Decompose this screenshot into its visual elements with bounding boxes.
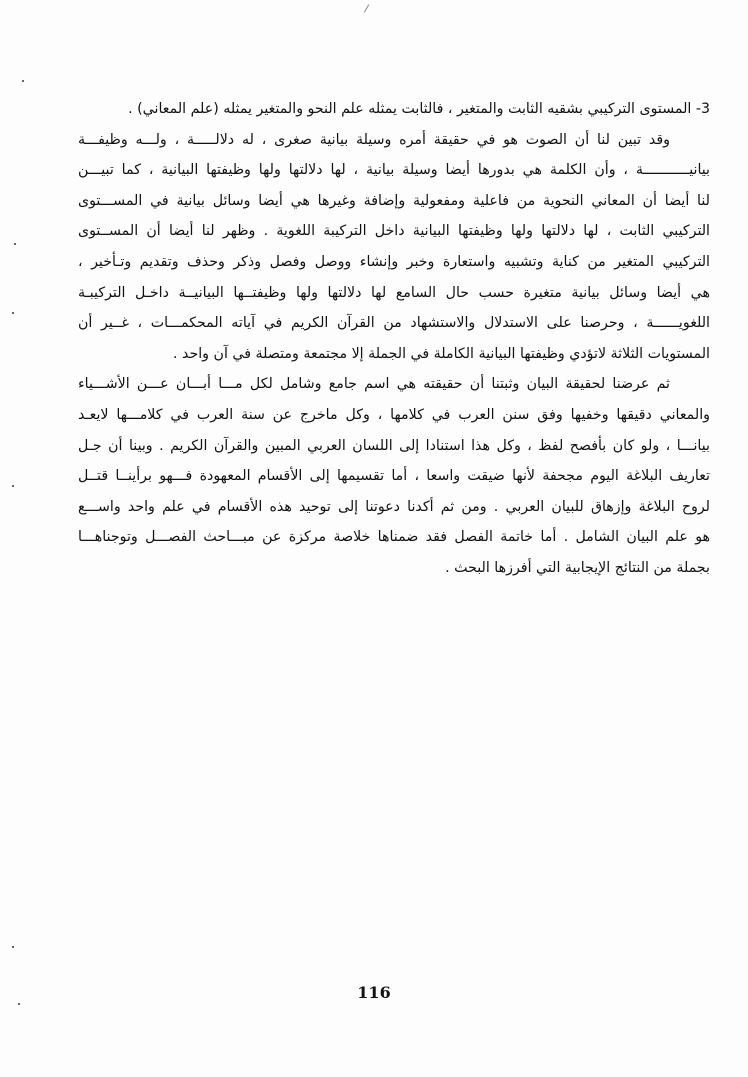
text-line: تعاريف البلاغة اليوم مجحفة لأنها ضيقت واسعا ، أما تقسيمها إلى الأقسام المعهودة فـــهو برأينــا قتــل <box>78 468 710 485</box>
text-line: 3- المستوى التركيبي بشقيه الثابت والمتغير ، فالثابت يمثله علم النحو والمتغير يمثله (علم المعاني) . <box>128 101 710 117</box>
text-line: المستويات الثلاثة لاتؤدي وظيفتها البيانية الكاملة في الجملة إلا مجتمعة ومتصلة في آن واحد . <box>173 345 710 362</box>
text-line: بيانـــا ، ولو كان بأفصح لفظ ، وكل هذا استنادا إلى اللسان العربي المبين والقرآن الكريم . وبينا أن جـل <box>78 437 710 454</box>
text-line: لروح البلاغة وإزهاق للبيان العربي . ومن ثم أكدنا دعوتنا إلى توحيد هذه الأقسام في علم واحد واســـع <box>78 498 710 515</box>
scan-speck <box>22 80 24 82</box>
text-line: وقد تبين لنا أن الصوت هو في حقيقة أمره وسيلة بيانية صغرى ، له دلالـــــة ، ولـــه وظيفـــة <box>78 131 670 148</box>
text-line: التركيبي الثابت ، لها دلالتها ولها وظيفتها البيانية داخل التركيبة اللغوية . وظهر لنا أيضا أن المســتوى <box>78 223 710 240</box>
text-line: لنا أيضا أن المعاني النحوية من فاعلية ومفعولية وإضافة وغيرها هي أيضا وسائل بيانية في المســـتوى <box>78 192 710 209</box>
scan-speck <box>12 485 14 487</box>
scan-speck <box>14 243 16 245</box>
text-line: والمعاني دقيقها وخفيها وفق سنن العرب في كلامها ، وكل ماخرج عن سنة العرب في كلامـــها لايعـد <box>78 406 710 423</box>
scan-speck <box>12 312 14 314</box>
text-line: بيانيـــــــــــة ، وأن الكلمة هي بدورها أيضا وسيلة بيانية ، لها دلالتها ولها وظيفتها البيانية ، كما تبيـــن <box>78 162 710 179</box>
text-line: هي أيضا وسائل بيانية متغيرة حسب حال السامع لها دلالتها ولها وظيفتــها البيانيــة داخـل التركيبـة <box>78 284 710 301</box>
text-line: التركيبي المتغير من كناية وتشبيه واستعارة وخبر وإنشاء ووصل وفصل وذكر وحذف وتقديم وتـأخير ، <box>78 253 710 270</box>
body-text <box>78 94 710 584</box>
scan-speck <box>12 946 14 948</box>
page-number: 116 <box>357 983 391 1002</box>
scan-speck <box>18 1003 20 1005</box>
text-line: ثم عرضنا لحقيقة البيان وثبتنا أن حقيقته هي اسم جامع وشامل لكل مـــا أبـــان عـــن الأشـــياء <box>78 376 670 393</box>
scan-artifact <box>364 4 369 12</box>
text-line: اللغويــــــة ، وحرصنا على الاستدلال والاستشهاد من القرآن الكريم في آياته المحكمـــات ، غــير أن <box>78 315 710 332</box>
text-line: هو علم البيان الشامل . أما خاتمة الفصل فقد ضمناها خلاصة مركزة عن مبـــاحث الفصـــل وتوجناهـــا <box>78 529 710 546</box>
text-line: بجملة من النتائج الإيجابية التي أفرزها البحث . <box>445 559 710 576</box>
